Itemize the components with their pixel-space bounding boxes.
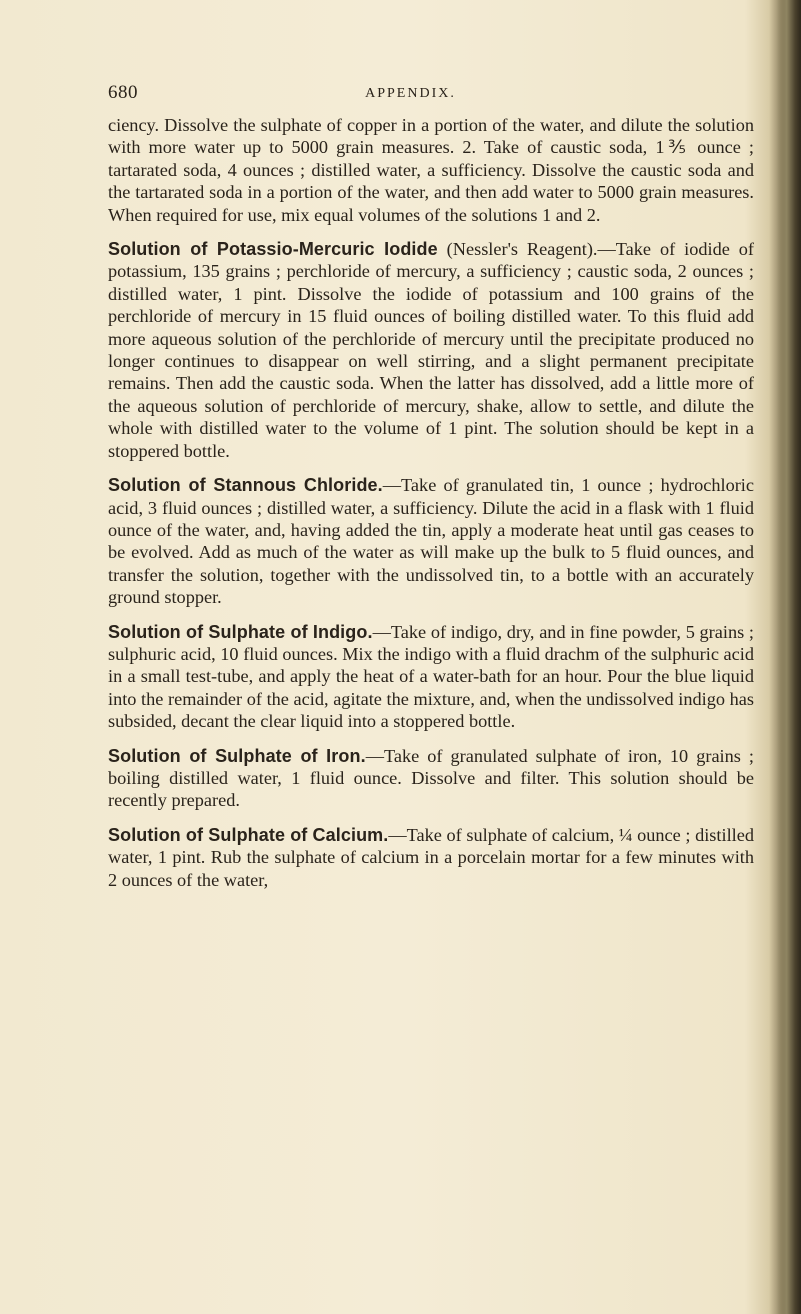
page-edge-shadow <box>777 0 801 1314</box>
running-head: APPENDIX. <box>365 86 456 101</box>
intro-paragraph: ciency. Dissolve the sulphate of copper in a portion of the water, and dilute the solution with more water up to 5000 grain measures. 2. Take of caustic soda, 1⅗ ounce ; tartarated soda, 4 ounces ; distilled water, a sufficiency. Dissolve the caustic soda and the tartarated soda in a portion of the water, and then add water to 5000 grain measures. When required for use, mix equal volumes of the solutions 1 and 2. <box>108 115 754 225</box>
page-header <box>0 82 801 106</box>
section-stannous-chloride <box>108 474 754 608</box>
section-text: —Take of sulphate of calcium, ¼ ounce ; distilled water, 1 pint. Rub the sulphate of calcium in a porcelain mortar for a few minutes with 2 ounces of the water, <box>108 824 754 890</box>
page-number: 680 <box>108 82 138 103</box>
section-sulphate-of-calcium <box>108 824 754 891</box>
section-heading: Solution of Sulphate of Calcium. <box>108 824 389 845</box>
section-heading: Solution of Sulphate of Iron. <box>108 745 366 766</box>
section-text: —Take of granulated sulphate of iron, 10 grains ; boiling distilled water, 1 fluid ounce. Dissolve and filter. This solution should be recently prepared. <box>108 745 754 811</box>
body-text <box>108 114 754 891</box>
section-heading: Solution of Stannous Chloride. <box>108 475 383 496</box>
section-text: —Take of indigo, dry, and in fine powder, 5 grains ; sulphuric acid, 10 fluid ounces. Mix the indigo with a fluid drachm of the sulphuric acid in a small test-tube, and apply the heat of a water-bath for an hour. Pour the blue liquid into the remainder of the acid, agitate the mixture, and, when the undissolved indigo has subsided, decant the clear liquid into a stoppered bottle. <box>108 621 754 732</box>
section-heading: Solution of Sulphate of Indigo. <box>108 621 373 642</box>
section-sulphate-of-indigo <box>108 621 754 733</box>
section-heading: Solution of Potassio-Mercuric Iodide <box>108 239 438 260</box>
section-sulphate-of-iron <box>108 745 754 812</box>
section-text: —Take of granulated tin, 1 ounce ; hydrochloric acid, 3 fluid ounces ; distilled water, a sufficiency. Dilute the acid in a flask with 1 fluid ounce of the water, and, having added the tin, apply a moderate heat until gas ceases to be evolved. Add as much of the water as will make up the bulk to 5 fluid ounces, and transfer the solution, together with the undissolved tin, to a bottle with an accurately ground stopper. <box>108 475 754 608</box>
section-text: (Nessler's Reagent).—Take of iodide of potassium, 135 grains ; perchloride of mercury, a sufficiency ; caustic soda, 2 ounces ; distilled water, 1 pint. Dissolve the iodide of potassium and 100 grains of the perchloride of mercury in 15 fluid ounces of boiling distilled water. To this fluid add more aqueous solution of the perchloride of mercury until the precipitate produced no longer continues to disappear on well stirring, and a slight permanent precipitate remains. Then add the caustic soda. When the latter has dissolved, add a little more of the aqueous solution of perchloride of mercury, shake, allow to settle, and dilute the whole with distilled water to the volume of 1 pint. The solution should be kept in a stoppered bottle. <box>108 239 754 461</box>
section-potassio-mercuric-iodide <box>108 238 754 462</box>
